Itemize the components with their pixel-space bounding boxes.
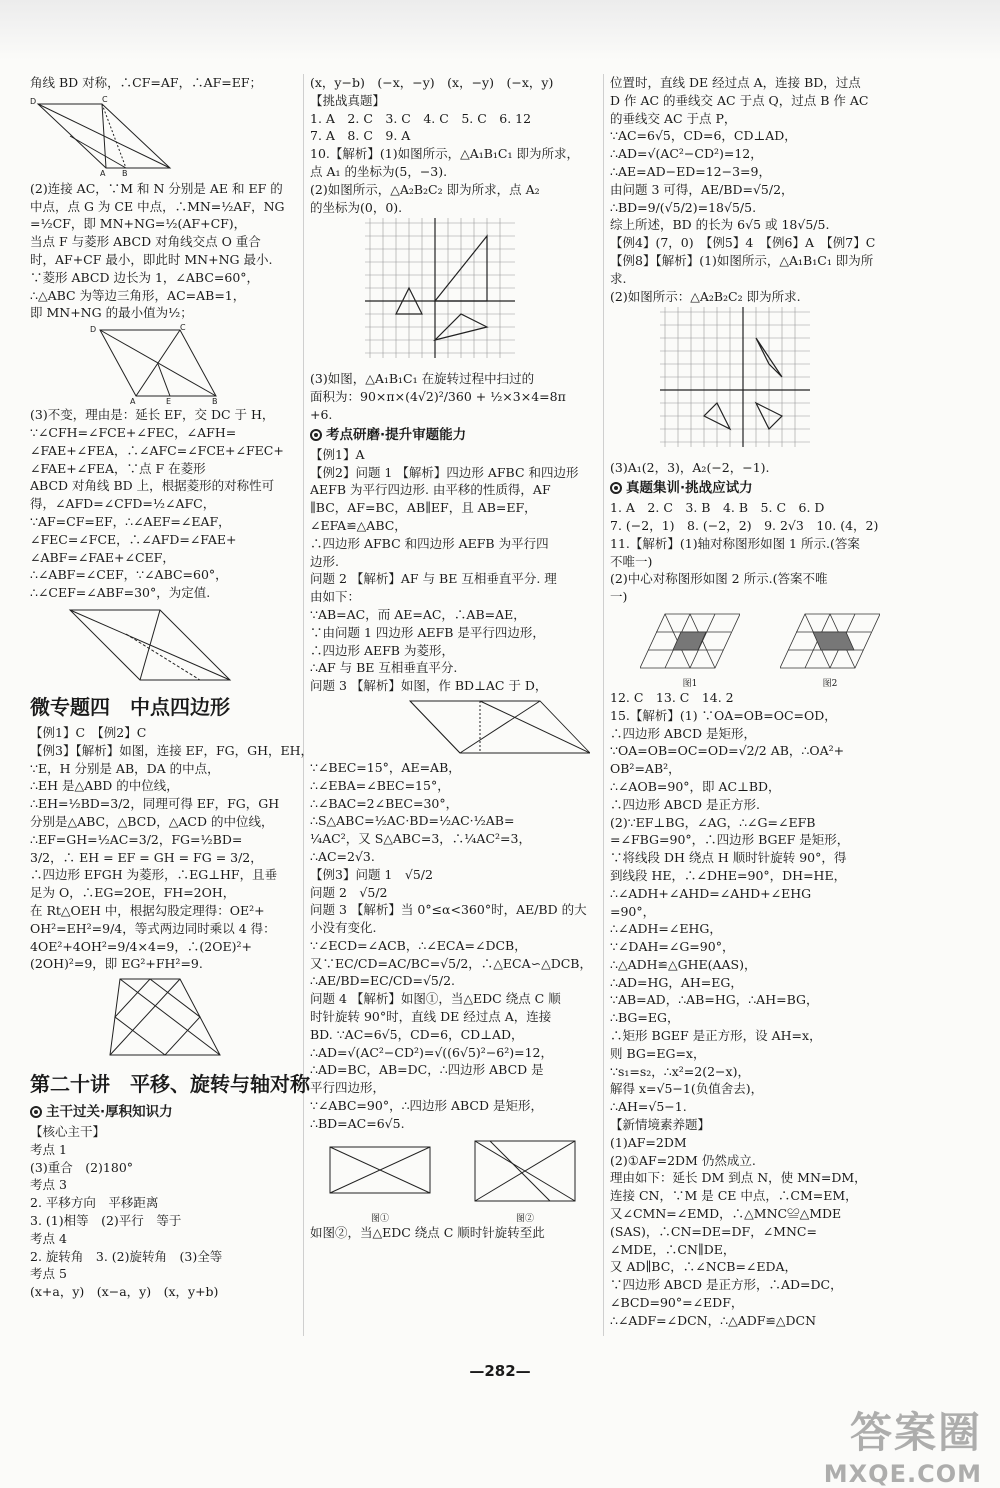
text-line: 角线 BD 对称，∴CF=AF，∴AF=EF； bbox=[30, 75, 263, 90]
text-line: 【例3】问题 1 √5/2 bbox=[310, 866, 433, 882]
text-line: 3. (1)相等 (2)平行 等于 bbox=[30, 1213, 182, 1229]
text-line: 【例8】【解析】(1)如图所示，△A₁B₁C₁ 即为所 bbox=[610, 252, 874, 268]
watermark-url: MXQE.COM bbox=[823, 1460, 982, 1488]
text-line: 【例1】A bbox=[310, 446, 365, 462]
triangle-grid-1 bbox=[640, 610, 740, 672]
column-middle bbox=[310, 74, 598, 1241]
text-line: ¼AC²，又 S△ABC=3，∴¼AC²=3， bbox=[310, 831, 531, 847]
text-line: 的垂线交 AC 于点 P， bbox=[610, 110, 737, 126]
text-line: 【例2】问题 1 【解析】四边形 AFBC 和四边形 bbox=[310, 464, 579, 480]
text-line: ∵四边形 ABCD 是正方形，∴AD=DC， bbox=[610, 1277, 843, 1293]
text-line: 如图②，当△EDC 绕点 C 顺时针旋转至此 bbox=[310, 1224, 545, 1240]
text-line: (SAS)，∴CN=DE=DF，∠MNC= bbox=[610, 1223, 817, 1239]
text-line: 解得 x=√5−1(负值舍去)， bbox=[610, 1081, 764, 1097]
text-line: +6. bbox=[310, 406, 333, 422]
text-line: (3)如图，△A₁B₁C₁ 在旋转过程中扫过的 bbox=[310, 371, 535, 387]
text-line: 1. A 2. C 3. C 4. C 5. C 6. 12 bbox=[310, 110, 532, 126]
band-title: 真题集训·挑战应试力 bbox=[610, 477, 892, 499]
text-line: ∵∠CFH=∠FCE+∠FEC，∠AFH= bbox=[30, 424, 237, 440]
band-title: 考点研磨·提升审题能力 bbox=[310, 424, 598, 446]
text-line: 10.【解析】(1)如图所示，△A₁B₁C₁ 即为所求， bbox=[310, 146, 579, 162]
text-line: ∴AF 与 BE 互相垂直平分. bbox=[310, 660, 458, 676]
band-title: 主干过关·厚积知识力 bbox=[30, 1101, 320, 1123]
text-line: 又∵EC/CD=AC/BC=√5/2，∴△ECA∽△DCB， bbox=[310, 955, 592, 971]
midpoint-quadrilateral-figure bbox=[30, 975, 250, 1065]
svg-text:B: B bbox=[122, 168, 128, 178]
text-line: 又 AD∥BC，∴∠NCB=∠EDA， bbox=[610, 1259, 798, 1275]
section-icon bbox=[610, 482, 622, 494]
column-left bbox=[30, 74, 320, 1301]
text-line: 2. 平移方向 平移距离 bbox=[30, 1195, 159, 1211]
text-line: ∴BD=9/(√5/2)=18√5/5. bbox=[610, 199, 757, 215]
text-line: 不唯一) bbox=[610, 553, 653, 569]
text-line: ∵∠BEC=15°，AE=AB， bbox=[310, 759, 461, 775]
text-line: ∵E，H 分别是 AB，DA 的中点， bbox=[30, 760, 220, 776]
text-line: ∴EH 是△ABD 的中位线， bbox=[30, 778, 179, 794]
rhombus-figure-3 bbox=[30, 604, 250, 688]
text-line: ∴四边形 ABCD 是矩形， bbox=[610, 725, 756, 741]
svg-text:C: C bbox=[102, 94, 108, 104]
c1-block-a bbox=[30, 74, 320, 92]
text-line: (x，y−b) (−x，−y) (x，−y) (−x，y) bbox=[310, 75, 554, 90]
text-line: =90°， bbox=[610, 903, 656, 919]
column-divider bbox=[603, 74, 604, 1336]
text-line: 足为 O，∴EG=2OE，FH=2OH， bbox=[30, 885, 236, 901]
text-line: ∴AC=2√3. bbox=[310, 848, 375, 864]
text-line: ∴∠ADH=∠EHG， bbox=[610, 921, 722, 937]
text-line: 中点，点 G 为 CE 中点，∴MN=½AF，NG bbox=[30, 198, 285, 214]
text-line: 平行四边形， bbox=[310, 1080, 386, 1096]
text-line: (3)A₁(2，3)，A₂(−2，−1). bbox=[610, 460, 770, 476]
text-line: (2)如图所示，△A₂B₂C₂ 即为所求，点 A₂ bbox=[310, 181, 540, 197]
text-line: 2. 旋转角 3. (2)旋转角 (3)全等 bbox=[30, 1248, 223, 1264]
text-line: 【例4】(7，0) 【例5】4 【例6】A 【例7】C bbox=[610, 235, 876, 251]
text-line: ∵菱形 ABCD 边长为 1，∠ABC=60°， bbox=[30, 269, 260, 285]
text-line: ∴S△ABC=½AC·BD=½AC·½AB= bbox=[310, 813, 515, 829]
text-line: ∥BC，AF=BC，AB∥EF，且 AB=EF， bbox=[310, 500, 537, 516]
text-line: ∴四边形 AFBC 和四边形 AEFB 为平行四 bbox=[310, 535, 549, 551]
text-line: 考点 1 bbox=[30, 1141, 67, 1157]
text-line: ∠FEC=∠FCE，∴∠AFD=∠FAE+ bbox=[30, 531, 237, 547]
text-line: 点 A₁ 的坐标为(5，−3). bbox=[310, 163, 448, 179]
c2-block-e bbox=[310, 1224, 598, 1242]
text-line: 理由如下：延长 DM 到点 N，使 MN=DM， bbox=[610, 1170, 867, 1186]
text-line: 【核心主干】 bbox=[30, 1124, 106, 1140]
text-line: 又∠CMN=∠EMD，∴△MNC≌△MDE bbox=[610, 1206, 842, 1222]
text-line: ∴∠ADH+∠AHD=∠AHD+∠EHG bbox=[610, 885, 812, 901]
micro-topic-title: 微专题四 中点四边形 bbox=[30, 694, 230, 719]
text-line: ∵∠ECD=∠ACB，∴∠ECA=∠DCB， bbox=[310, 937, 527, 953]
text-line: ∴AE/BD=EC/CD=√5/2. bbox=[310, 973, 456, 989]
section-icon bbox=[30, 1106, 42, 1118]
text-line: AEFB 为平行四边形. 由平移的性质得，AF bbox=[310, 482, 551, 498]
text-line: ∴EF=GH=½AC=3/2，FG=½BD= bbox=[30, 831, 243, 847]
c3-block-b bbox=[610, 459, 892, 477]
text-line: (3)重合 (2)180° bbox=[30, 1159, 134, 1175]
grid-figure-1 bbox=[640, 610, 740, 689]
text-line: (2)连接 AC，∵M 和 N 分别是 AE 和 EF 的 bbox=[30, 180, 283, 196]
text-line: D 作 AC 的垂线交 AC 于点 Q，过点 B 作 AC bbox=[610, 92, 869, 108]
section-icon bbox=[310, 429, 322, 441]
text-line: ∵将线段 DH 绕点 H 顺时针旋转 90°，得 bbox=[610, 850, 847, 866]
c1-block-b bbox=[30, 180, 320, 322]
c3-block-d bbox=[610, 689, 892, 1330]
text-line: (2)中心对称图形如图 2 所示.(答案不唯 bbox=[610, 571, 828, 587]
text-line: ∠ABF=∠FAE+∠CEF， bbox=[30, 549, 175, 565]
svg-text:D: D bbox=[30, 96, 37, 106]
text-line: (2OH)²=9，即 EG²+FH²=9. bbox=[30, 956, 203, 972]
text-line: (3)不变，理由是：延长 EF，交 DC 于 H， bbox=[30, 407, 275, 423]
text-line: 【例1】C 【例2】C bbox=[30, 724, 147, 740]
text-line: 11.【解析】(1)轴对称图形如图 1 所示.(答案 bbox=[610, 535, 860, 551]
text-line: 小没有变化. bbox=[310, 920, 377, 936]
text-line: ∴∠AOB=90°，即 AC⊥BD， bbox=[610, 778, 781, 794]
text-line: 12. C 13. C 14. 2 bbox=[610, 689, 734, 705]
text-line: ∴AD=√(AC²−CD²)=12， bbox=[610, 146, 763, 162]
text-line: ∠EFA≌△ABC， bbox=[310, 517, 407, 533]
svg-text:C: C bbox=[180, 324, 186, 333]
c3-block-a bbox=[610, 74, 892, 305]
text-line: ∵AC=6√5，CD=6，CD⊥AD， bbox=[610, 128, 797, 144]
text-line: =½CF，即 MN+NG=½(AF+CF)， bbox=[30, 216, 247, 232]
text-line: 在 Rt△OEH 中，根据勾股定理得：OE²+ bbox=[30, 902, 265, 918]
text-line: ∵AB=AD，∴AB=HG，∴AH=BG， bbox=[610, 992, 819, 1008]
svg-text:E: E bbox=[166, 397, 172, 405]
c2-block-c bbox=[310, 446, 598, 695]
text-line: 问题 2 【解析】AF 与 BE 互相垂直平分. 理 bbox=[310, 571, 557, 587]
coordinate-grid-1 bbox=[365, 218, 565, 368]
text-line: ∴矩形 BGEF 是正方形，设 AH=x， bbox=[610, 1028, 822, 1044]
c2-block-a bbox=[310, 74, 598, 216]
text-line: ∵s₁=s₂，∴x²=2(2−x)， bbox=[610, 1063, 750, 1079]
text-line: 15.【解析】(1) ∵OA=OB=OC=OD， bbox=[610, 707, 837, 723]
text-line: ∵OA=OB=OC=OD=√2/2 AB，∴OA²+ bbox=[610, 743, 845, 759]
text-line: ∵∠DAH=∠G=90°， bbox=[610, 939, 735, 955]
text-line: 到线段 HE，∴∠DHE=90°，DH=HE， bbox=[610, 867, 847, 883]
text-line: 边形. bbox=[310, 553, 339, 569]
figure-1-label: 图① bbox=[370, 1213, 389, 1224]
text-line: 分别是△ABC，△BCD，△ACD 的中位线， bbox=[30, 813, 274, 829]
text-line: ∵AB=AC，而 AE=AC，∴AB=AE， bbox=[310, 606, 526, 622]
text-line: 一) bbox=[610, 589, 628, 605]
text-line: (1)AF=2DM bbox=[610, 1134, 687, 1150]
text-line: ∴∠ADF=∠DCN，∴△ADF≌△DCN bbox=[610, 1312, 817, 1328]
grid-figure-2-label: 图2 bbox=[822, 678, 838, 689]
text-line: ∴AD=HG，AH=EG， bbox=[610, 974, 743, 990]
c1-block-c bbox=[30, 406, 320, 602]
text-line: =∠FBG=90°，∴四边形 BGEF 是矩形， bbox=[610, 832, 850, 848]
text-line: 的坐标为(0，0). bbox=[310, 199, 403, 215]
text-line: 由如下： bbox=[310, 589, 361, 605]
text-line: 时针旋转 90°时，直线 DE 经过点 A，连接 bbox=[310, 1009, 552, 1025]
rectangle-figure-2 bbox=[460, 1137, 590, 1207]
text-line: 考点 3 bbox=[30, 1177, 67, 1193]
text-line: 当点 F 与菱形 ABCD 对角线交点 O 重合 bbox=[30, 234, 261, 250]
text-line: ∴BG=EG， bbox=[610, 1010, 680, 1026]
svg-text:B: B bbox=[212, 397, 218, 405]
svg-text:A: A bbox=[100, 168, 106, 178]
text-line: ∵AF=CF=EF，∴∠AEF=∠EAF， bbox=[30, 513, 231, 529]
rhombus-figure-1 bbox=[30, 94, 180, 178]
c3-block-c bbox=[610, 517, 892, 606]
text-line: ABCD 对角线 BD 上，根据菱形的对称性可 bbox=[30, 478, 275, 494]
text-line: ∠MDE，∴CN∥DE， bbox=[610, 1241, 736, 1257]
text-line: 综上所述，BD 的长为 6√5 或 18√5/5. bbox=[610, 217, 830, 233]
text-line: 问题 2 √5/2 bbox=[310, 884, 388, 900]
text-line: ∴∠EBA=∠BEC=15°， bbox=[310, 777, 450, 793]
text-line: ∴△ADH≌△GHE(AAS)， bbox=[610, 956, 757, 972]
text-line: ∵∠ABC=90°，∴四边形 ABCD 是矩形， bbox=[310, 1098, 543, 1114]
text-line: ∴∠CEF=∠ABF=30°，为定值. bbox=[30, 585, 211, 601]
text-line: 时，AF+CF 最小，即此时 MN+NG 最小. bbox=[30, 251, 273, 267]
text-line: 面积为：90×π×(4√2)²/360 + ½×3×4=8π bbox=[310, 389, 566, 405]
rectangle-figures bbox=[320, 1137, 598, 1224]
text-line: ∠FAE+∠FEA，∴∠AFC=∠FCE+∠FEC+ bbox=[30, 442, 284, 458]
text-line: ∵由问题 1 四边形 AEFB 是平行四边形， bbox=[310, 624, 545, 640]
text-line: ∴四边形 AEFB 为菱形， bbox=[310, 642, 454, 658]
figure-1 bbox=[320, 1137, 440, 1224]
text-line: (2)①AF=2DM 仍然成立. bbox=[610, 1152, 756, 1168]
text-line: (x+a，y) (x−a，y) (x，y+b) bbox=[30, 1284, 219, 1300]
text-line: ∠FAE+∠FEA，∵点 F 在菱形 bbox=[30, 460, 206, 476]
grid-figure-1-label: 图1 bbox=[682, 678, 698, 689]
text-line: 3/2，∴ EH = EF = GH = FG = 3/2， bbox=[30, 849, 263, 865]
text-line: ∴BD=AC=6√5. bbox=[310, 1115, 405, 1131]
triangle-grid-figures bbox=[640, 610, 892, 689]
text-line: (2)∵EF⊥BG，∠AG，∴∠G=∠EFB bbox=[610, 814, 816, 830]
text-line: ∴四边形 ABCD 是正方形. bbox=[610, 796, 760, 812]
text-line: 问题 4 【解析】如图①，当△EDC 绕点 C 顺 bbox=[310, 991, 561, 1007]
text-line: 考点 4 bbox=[30, 1230, 67, 1246]
text-line: 问题 3 【解析】当 0°≤α<360°时，AE/BD 的大 bbox=[310, 902, 587, 918]
text-line: OH²=EH²=9/4，等式两边同时乘以 4 得： bbox=[30, 920, 276, 936]
text-line: ∴EH=½BD=3/2，同理可得 EF，FG，GH bbox=[30, 796, 280, 812]
text-line: ∴AE=AD−ED=12−3=9， bbox=[610, 163, 771, 179]
figure-2 bbox=[460, 1137, 590, 1224]
text-line: 连接 CN，∵M 是 CE 中点，∴CM=EM， bbox=[610, 1188, 858, 1204]
text-line: 考点 5 bbox=[30, 1266, 67, 1282]
text-line: BD. ∵AC=6√5，CD=6，CD⊥AD， bbox=[310, 1026, 524, 1042]
text-line: (2)如图所示：△A₂B₂C₂ 即为所求. bbox=[610, 288, 801, 304]
text-line: 求. bbox=[610, 270, 627, 286]
c1-block-d bbox=[30, 724, 320, 973]
page-number: —282— bbox=[469, 1362, 531, 1380]
text-line: 【例3】【解析】如图，连接 EF，FG，GH，EH， bbox=[30, 742, 314, 758]
triangle-grid-2 bbox=[780, 610, 880, 672]
text-line: 得，∠AFD=∠CFD=½∠AFC， bbox=[30, 496, 216, 512]
watermark bbox=[824, 1400, 982, 1488]
text-line: ∴△ABC 为等边三角形，AC=AB=1， bbox=[30, 287, 246, 303]
text-line: ∴四边形 EFGH 为菱形，∴EG⊥HF，且垂 bbox=[30, 867, 278, 883]
text-line: 【挑战真题】 bbox=[310, 92, 386, 108]
text-line: 【新情境素养题】 bbox=[610, 1117, 711, 1133]
column-right bbox=[610, 74, 892, 1330]
c2-block-d bbox=[310, 759, 598, 1133]
text-line: 即 MN+NG 的最小值为½； bbox=[30, 305, 193, 321]
page-top-shade bbox=[0, 0, 1000, 60]
text-line: ∴AH=√5−1. bbox=[610, 1099, 687, 1115]
grid-figure-2 bbox=[780, 610, 880, 689]
text-line: 位置时，直线 DE 经过点 A，连接 BD，过点 bbox=[610, 75, 861, 90]
text-line: 由问题 3 可得，AE/BD=√5/2， bbox=[610, 181, 794, 197]
svg-text:A: A bbox=[130, 397, 136, 405]
text-line: ∴AD=√(AC²−CD²)=√((6√5)²−6²)=12， bbox=[310, 1044, 554, 1060]
text-line: ∴∠BAC=2∠BEC=30°， bbox=[310, 795, 459, 811]
lecture-title: 第二十讲 平移、旋转与轴对称 bbox=[30, 1072, 310, 1097]
rhombus-figure-2 bbox=[30, 324, 230, 404]
text-line: ∠BCD=90°=∠EDF， bbox=[610, 1295, 744, 1311]
answer-row: 1. A 2. C 3. B 4. B 5. C 6. D bbox=[610, 500, 825, 516]
c2-block-b bbox=[310, 370, 598, 423]
parallelogram-figure bbox=[390, 697, 590, 757]
figure-2-label: 图② bbox=[515, 1213, 534, 1224]
coordinate-grid-2 bbox=[660, 307, 860, 457]
text-line: ∴AD=BC，AB=DC，∴四边形 ABCD 是 bbox=[310, 1062, 544, 1078]
text-line: 问题 3 【解析】如图，作 BD⊥AC 于 D， bbox=[310, 678, 548, 694]
text-line: ∴∠ABF=∠CEF，∵∠ABC=60°， bbox=[30, 567, 228, 583]
text-line: 4OE²+4OH²=9/4×4=9，∴(2OE)²+ bbox=[30, 938, 252, 954]
text-line: 则 BG=EG=x， bbox=[610, 1045, 706, 1061]
text-line: OB²=AB²， bbox=[610, 761, 681, 777]
c1-block-e bbox=[30, 1123, 320, 1301]
text-line: 7. A 8. C 9. A bbox=[310, 128, 411, 144]
rectangle-figure-1 bbox=[320, 1137, 440, 1207]
text-line: 7. (−2，1) 8. (−2，2) 9. 2√3 10. (4，2) bbox=[610, 517, 879, 533]
svg-text:D: D bbox=[90, 325, 97, 335]
watermark-logo: 答案圈 bbox=[849, 1408, 982, 1457]
